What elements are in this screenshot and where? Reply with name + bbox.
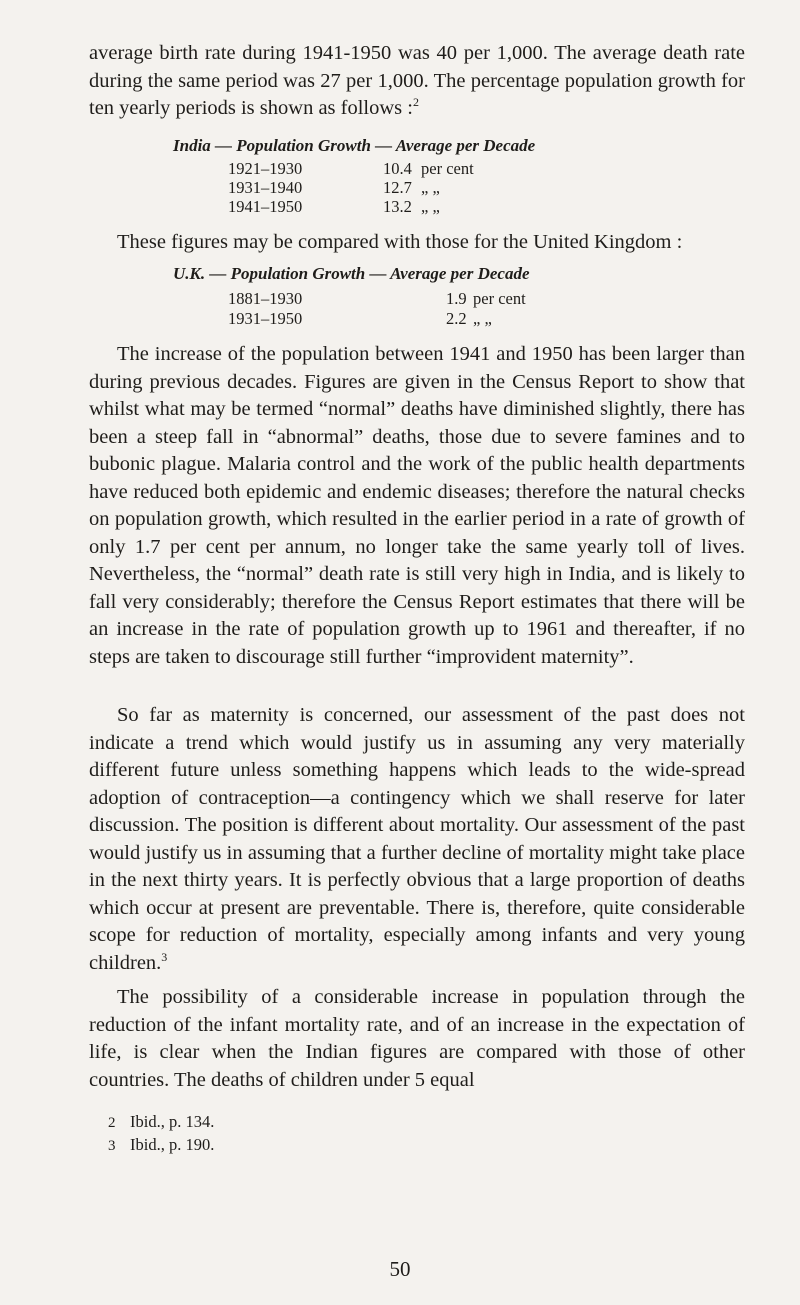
paragraph-5: The possibility of a considerable increase in population through the reduction of the infant mortality rate, and of an increase in the expectation of life, is clear when the Indian figures are compared with those of other countries. The deaths of children under 5 equal: [89, 986, 745, 1091]
footnote: 2 Ibid., p. 134.: [108, 1112, 215, 1131]
page-number: 50: [389, 1257, 411, 1281]
paragraph-3: The increase of the population between 1941 and 1950 has been larger than during previous decades. Figures are given in the Census Report to show that whilst what may be termed “normal” deaths have diminished slightly, there has been a steep fall in “abnormal” deaths, those due to severe famines and to bubonic plague. Malaria control and the work of the public health departments have reduced both epidemic and endemic diseases; therefore the natural checks on population growth, which resulted in the earlier period in a rate of growth of only 1.7 per cent per annum, no longer take the same yearly toll of lives. Nevertheless, the “normal” death rate is still very high in India, and is likely to fall very considerably; therefore the Census Report estimates that there will be an increase in the rate of population growth up to 1961 and thereafter, if no steps are taken to discourage still further “improvident maternity”.: [89, 343, 745, 668]
paragraph-4: So far as maternity is concerned, our assessment of the past does not indicate a trend which would justify us in assuming any very materially different future unless something happens which leads to the wide-spread adoption of contraception—a contingency which we shall reserve for later discussion. The position is different about mortality. Our assessment of the past would justify us in assuming that a further decline of mortality might take place in the next thirty years. It is perfectly obvious that a large proportion of deaths which occur at present are preventable. There is, therefore, quite considerable scope for reduction of mortality, especially among infants and very young children.$^3$: [89, 704, 745, 974]
book-page: average birth rate during 1941-1950 was 40 per 1,000. The average death rate during the same period was 27 per 1,000. The percentage population growth for ten yearly periods is shown as follows :$^2$ India — Population Growth — Average per Decade 1921–1930 10.4 per cent 1931–1940 12.7 „ „ 1941–1950 13.2 „ „ These figures may be compared with those for the United Kingdom : U.K. — Population Growth — Average per Decade 1881–1930 1.9 per cent 1931–1950 2.2 „ „ The increase of the population between 1941 and 1950 has been larger than during previous decades. Figures are given in the Census Report to show that whilst what may be termed “normal” deaths have diminished slightly, there has been a steep fall in “abnormal” deaths, those due to severe famines and to bubonic plague. Malaria control and the work of the public health departments have reduced both epidemic and endemic diseases; therefore the natural checks on population growth, which resulted in the earlier period in a rate of growth of only 1.7 per cent per annum, no longer take the same yearly toll of lives. Nevertheless, the “normal” death rate is still very high in India, and is likely to fall very considerably; therefore the Census Report estimates that there will be an increase in the rate of population growth up to 1961 and thereafter, if no steps are taken to discourage still further “improvident maternity”. So far as maternity is concerned, our assessment of the past does not indicate a trend which would justify us in assuming any very materially different future unless something happens which leads to the wide-spread adoption of contraception—a contingency which we shall reserve for later discussion. The position is different about mortality. Our assessment of the past would justify us in assuming that a further decline of mortality might take place in the next thirty years. It is perfectly obvious that a large proportion of deaths which occur at present are preventable. There is, therefore, quite considerable scope for reduction of mortality, especially among infants and very young children.$^3$ The possibility of a considerable increase in population through the reduction of the infant mortality rate, and of an increase in the expectation of life, is clear when the Indian figures are compared with those of other countries. The deaths of children under 5 equal 2 Ibid., p. 134. 3 Ibid., p. 190. 50: [0, 0, 800, 1305]
footnote-ref-2[interactable]: 2: [412, 95, 419, 110]
paragraph-1: average birth rate during 1941-1950 was 40 per 1,000. The average death rate during the same period was 27 per 1,000. The percentage population growth for ten yearly periods is shown as follows :$^2$: [89, 42, 745, 119]
paragraph-2: These figures may be compared with those for the United Kingdom :: [117, 231, 683, 253]
footnote-ref-3[interactable]: 3: [161, 949, 168, 964]
footnote: 3 Ibid., p. 190.: [108, 1135, 215, 1154]
india-table-title: India — Population Growth — Average per Decade: [173, 136, 536, 155]
uk-table-title: U.K. — Population Growth — Average per Decade: [173, 264, 530, 283]
